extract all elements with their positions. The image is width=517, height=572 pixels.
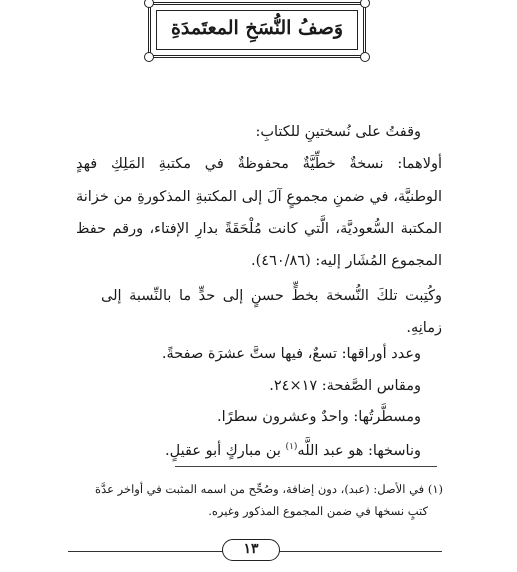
- paragraph-page-size: ومقاس الصَّفحة: ١٧×٢٤.: [269, 378, 421, 394]
- footnote-reference[interactable]: (١): [285, 442, 298, 452]
- footnote-line-1: (١) في الأصل: (عبد)، دون إضافة، وصُحِّح من اسمه المثبت في أواخر عدَّة: [95, 482, 443, 496]
- paragraph-first-line-1: أولاهما: نسخةٌ خطِّيَّةٌ محفوظةٌ في مكتبةِ المَلِكِ فهدٍ: [76, 156, 442, 172]
- frame-ornament: [360, 0, 370, 8]
- paragraph-copyist: [165, 437, 421, 461]
- paragraph-first-line-3: المكتبة السُّعوديَّة، الَّتي كانت مُلْحَقَةً بدارِ الإفتاء، ورقم حفظ: [76, 221, 442, 237]
- frame-ornament: [144, 0, 154, 8]
- paragraph-written-line-2: زمانِهِ.: [406, 320, 442, 336]
- paragraph-first-line-4: المجموع المُشَار إليه: (٤٦٠/٨٦).: [251, 253, 442, 269]
- footnote-line-2: كتبٍ نسخها في ضمن المجموع المذكور وغيره.: [208, 504, 428, 518]
- page-title: وَصفُ النُّسَخِ المعتَمدَةِ: [170, 17, 344, 39]
- page-number-rule-right: [280, 551, 442, 552]
- paragraph-intro: وقفتُ على نُسختينِ للكتابِ:: [255, 124, 421, 140]
- frame-ornament: [360, 52, 370, 62]
- title-frame: [148, 2, 366, 58]
- frame-ornament: [144, 52, 154, 62]
- page-number: ١٣: [222, 539, 280, 561]
- copyist-text-rest: بن مباركٍ أبو عقيلٍ.: [165, 442, 286, 459]
- paragraph-leaves: وعدد أوراقها: تسعٌ، فيها ستَّ عشرَة صفحةً.: [161, 346, 421, 362]
- footnote-divider: [175, 466, 437, 467]
- paragraph-written-line-1: وكُتِبت تلكَ النُّسخة بخطٍّ حسنٍ إلى حدٍّ ما بالنِّسبة إلى: [101, 288, 442, 304]
- paragraph-first-line-2: الوطنيَّة، في ضمنِ مجموعٍ آلَ إلى المكتبةِ المذكورةِ من خزانة: [76, 189, 442, 205]
- page-number-rule-left: [68, 551, 222, 552]
- copyist-text: وناسخها: هو عبد اللَّه: [297, 442, 421, 459]
- paragraph-line-count: ومسطَّرتُها: واحدٌ وعشرون سطرًا.: [217, 409, 421, 425]
